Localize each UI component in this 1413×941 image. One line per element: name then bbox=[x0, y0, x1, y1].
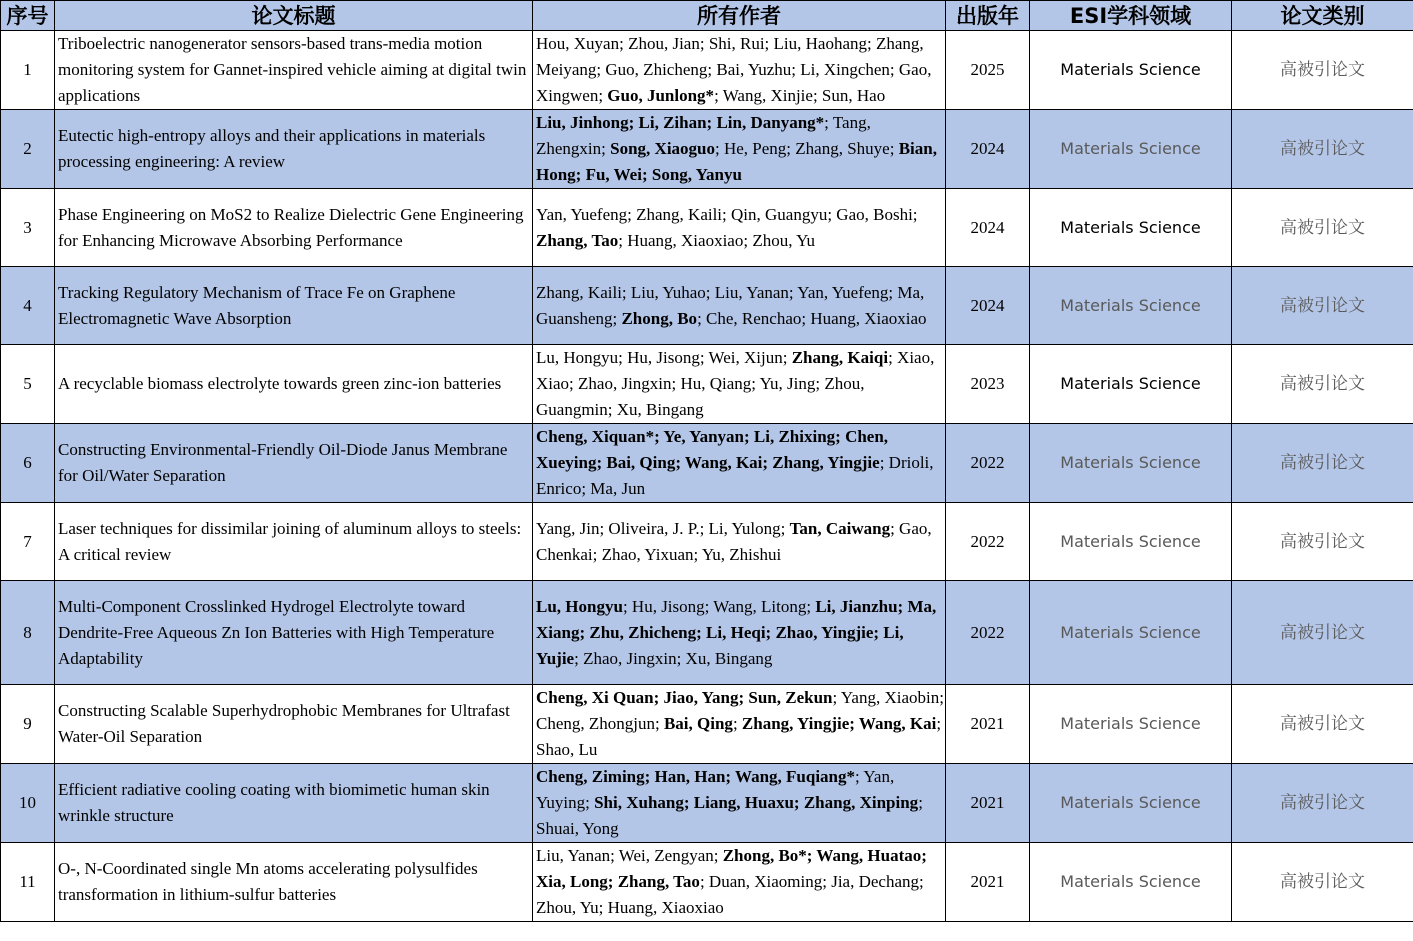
author-highlight: Guo, Junlong* bbox=[607, 86, 715, 105]
author-highlight: Zhang, Yingjie; Wang, Kai bbox=[741, 714, 937, 733]
cell-esi-field: Materials Science bbox=[1030, 267, 1232, 345]
cell-paper-type: 高被引论文 bbox=[1232, 267, 1413, 345]
author-text: ; Hu, Jisong; Wang, Litong; bbox=[622, 596, 816, 616]
cell-paper-type: 高被引论文 bbox=[1232, 685, 1413, 764]
cell-title: Tracking Regulatory Mechanism of Trace Fe on Graphene Electromagnetic Wave Absorption bbox=[55, 267, 533, 345]
table-row bbox=[1, 581, 1413, 685]
author-highlight: Shi, Xuhang; Liang, Huaxu; Zhang, Xinping bbox=[594, 793, 919, 812]
cell-no: 9 bbox=[1, 685, 55, 764]
author-text: ; He, Peng; Zhang, Shuye; bbox=[715, 139, 899, 158]
table-row bbox=[1, 345, 1413, 424]
cell-no: 2 bbox=[1, 110, 55, 189]
author-text: ; Wang, Xinjie; Sun, Hao bbox=[714, 86, 886, 105]
cell-paper-type: 高被引论文 bbox=[1232, 345, 1413, 424]
author-text: ; Shao, Lu bbox=[536, 714, 942, 759]
table-body bbox=[1, 31, 1413, 922]
author-highlight: Liu, Jinhong; Li, Zihan; Lin, Danyang* bbox=[536, 113, 825, 132]
cell-esi-field: Materials Science bbox=[1030, 424, 1232, 503]
cell-paper-type: 高被引论文 bbox=[1232, 764, 1413, 843]
cell-no: 1 bbox=[1, 31, 55, 110]
cell-year: 2021 bbox=[946, 764, 1030, 843]
author-highlight: Cheng, Xiquan*; Ye, Yanyan; Li, Zhixing; Chen, Xueying; Bai, Qing; Wang, Kai; Zhang, Yingjie bbox=[536, 427, 889, 472]
cell-title: Laser techniques for dissimilar joining of aluminum alloys to steels: A critical review bbox=[55, 503, 533, 581]
header-esi-field: ESI学科领域 bbox=[1030, 1, 1232, 31]
author-highlight: Li, Jianzhu; Ma, Xiang; Zhu, Zhicheng; Li, Heqi; Zhao, Yingjie; Li, Yujie bbox=[536, 596, 937, 668]
cell-paper-type: 高被引论文 bbox=[1232, 581, 1413, 685]
cell-authors bbox=[533, 189, 946, 267]
cell-title: Efficient radiative cooling coating with biomimetic human skin wrinkle structure bbox=[55, 764, 533, 843]
table-row bbox=[1, 267, 1413, 345]
cell-no: 11 bbox=[1, 843, 55, 922]
author-highlight: Zhong, Bo bbox=[621, 308, 698, 328]
cell-no: 3 bbox=[1, 189, 55, 267]
cell-authors bbox=[533, 685, 946, 764]
table-row bbox=[1, 189, 1413, 267]
author-text: ; Zhao, Jingxin; Xu, Bingang bbox=[574, 648, 773, 668]
cell-title: O-, N-Coordinated single Mn atoms accelerating polysulfides transformation in lithium-sulfur batteries bbox=[55, 843, 533, 922]
table-row bbox=[1, 503, 1413, 581]
author-text: ; bbox=[732, 714, 742, 733]
cell-year: 2024 bbox=[946, 110, 1030, 189]
author-highlight: Lu, Hongyu bbox=[536, 596, 623, 616]
cell-no: 4 bbox=[1, 267, 55, 345]
cell-year: 2022 bbox=[946, 503, 1030, 581]
author-text: ; Yang, Xiaobin; Cheng, Zhongjun; bbox=[536, 688, 944, 733]
cell-title: Eutectic high-entropy alloys and their applications in materials processing engineering: A review bbox=[55, 110, 533, 189]
header-title: 论文标题 bbox=[55, 1, 533, 31]
author-highlight: Bian, Hong; Fu, Wei; Song, Yanyu bbox=[536, 139, 937, 184]
cell-title: Triboelectric nanogenerator sensors-based trans-media motion monitoring system for Gannet-inspired vehicle aiming at digital twin applications bbox=[55, 31, 533, 110]
cell-paper-type: 高被引论文 bbox=[1232, 189, 1413, 267]
header-row bbox=[1, 1, 1413, 31]
author-highlight: Tan, Caiwang bbox=[789, 518, 891, 538]
author-highlight: Zhang, Tao bbox=[536, 230, 619, 250]
cell-esi-field: Materials Science bbox=[1030, 581, 1232, 685]
author-text: ; Drioli, Enrico; Ma, Jun bbox=[536, 453, 934, 498]
cell-esi-field: Materials Science bbox=[1030, 31, 1232, 110]
cell-title: Multi-Component Crosslinked Hydrogel Electrolyte toward Dendrite-Free Aqueous Zn Ion Batteries with High Temperature Adaptability bbox=[55, 581, 533, 685]
author-text: ; Tang, Zhengxin; bbox=[536, 113, 871, 158]
table-row bbox=[1, 31, 1413, 110]
author-text: Liu, Yanan; Wei, Zengyan; bbox=[536, 846, 723, 865]
table-row bbox=[1, 843, 1413, 922]
author-text: ; Shuai, Yong bbox=[536, 793, 923, 838]
cell-no: 7 bbox=[1, 503, 55, 581]
cell-authors bbox=[533, 110, 946, 189]
cell-paper-type: 高被引论文 bbox=[1232, 31, 1413, 110]
author-text: ; Che, Renchao; Huang, Xiaoxiao bbox=[697, 308, 927, 328]
cell-authors bbox=[533, 424, 946, 503]
cell-title: A recyclable biomass electrolyte towards green zinc-ion batteries bbox=[55, 345, 533, 424]
cell-esi-field: Materials Science bbox=[1030, 843, 1232, 922]
cell-no: 10 bbox=[1, 764, 55, 843]
cell-esi-field: Materials Science bbox=[1030, 764, 1232, 843]
cell-no: 8 bbox=[1, 581, 55, 685]
cell-title: Constructing Environmental-Friendly Oil-Diode Janus Membrane for Oil/Water Separation bbox=[55, 424, 533, 503]
cell-paper-type: 高被引论文 bbox=[1232, 110, 1413, 189]
cell-title: Phase Engineering on MoS2 to Realize Dielectric Gene Engineering for Enhancing Microwave Absorbing Performance bbox=[55, 189, 533, 267]
author-text: ; Gao, Chenkai; Zhao, Yixuan; Yu, Zhishui bbox=[536, 518, 932, 564]
header-year: 出版年 bbox=[946, 1, 1030, 31]
table-row bbox=[1, 764, 1413, 843]
cell-authors bbox=[533, 267, 946, 345]
cell-year: 2024 bbox=[946, 189, 1030, 267]
cell-authors bbox=[533, 843, 946, 922]
cell-year: 2021 bbox=[946, 843, 1030, 922]
cell-year: 2025 bbox=[946, 31, 1030, 110]
cell-no: 6 bbox=[1, 424, 55, 503]
table-row bbox=[1, 424, 1413, 503]
author-text: ; Yan, Yuying; bbox=[536, 767, 895, 812]
cell-authors bbox=[533, 31, 946, 110]
cell-year: 2021 bbox=[946, 685, 1030, 764]
author-text: ; Xiao, Xiao; Zhao, Jingxin; Hu, Qiang; Yu, Jing; Zhou, Guangmin; Xu, Bingang bbox=[536, 348, 935, 419]
author-highlight: Song, Xiaoguo bbox=[610, 139, 716, 158]
cell-year: 2022 bbox=[946, 581, 1030, 685]
author-highlight: Cheng, Ziming; Han, Han; Wang, Fuqiang* bbox=[536, 767, 855, 786]
author-highlight: Zhang, Kaiqi bbox=[791, 348, 889, 367]
cell-year: 2023 bbox=[946, 345, 1030, 424]
cell-paper-type: 高被引论文 bbox=[1232, 503, 1413, 581]
author-highlight: Bai, Qing bbox=[663, 714, 733, 733]
cell-year: 2024 bbox=[946, 267, 1030, 345]
cell-no: 5 bbox=[1, 345, 55, 424]
author-text: Zhang, Kaili; Liu, Yuhao; Liu, Yanan; Yan, Yuefeng; Ma, Guansheng; bbox=[536, 282, 925, 328]
table-row bbox=[1, 685, 1413, 764]
cell-year: 2022 bbox=[946, 424, 1030, 503]
header-paper-type: 论文类别 bbox=[1232, 1, 1413, 31]
author-text: Hou, Xuyan; Zhou, Jian; Shi, Rui; Liu, Haohang; Zhang, Meiyang; Guo, Zhicheng; Bai, Yuzhu; Li, Xingchen; Gao, Xingwen; bbox=[536, 34, 932, 105]
cell-esi-field: Materials Science bbox=[1030, 503, 1232, 581]
cell-esi-field: Materials Science bbox=[1030, 110, 1232, 189]
cell-paper-type: 高被引论文 bbox=[1232, 424, 1413, 503]
author-text: Lu, Hongyu; Hu, Jisong; Wei, Xijun; bbox=[536, 348, 792, 367]
cell-authors bbox=[533, 503, 946, 581]
author-text: Yang, Jin; Oliveira, J. P.; Li, Yulong; bbox=[536, 518, 790, 538]
author-text: ; Huang, Xiaoxiao; Zhou, Yu bbox=[618, 230, 815, 250]
cell-authors bbox=[533, 764, 946, 843]
table-row bbox=[1, 110, 1413, 189]
cell-paper-type: 高被引论文 bbox=[1232, 843, 1413, 922]
author-highlight: Cheng, Xi Quan; Jiao, Yang; Sun, Zekun bbox=[536, 688, 833, 707]
cell-authors bbox=[533, 345, 946, 424]
cell-esi-field: Materials Science bbox=[1030, 685, 1232, 764]
cell-authors bbox=[533, 581, 946, 685]
cell-esi-field: Materials Science bbox=[1030, 189, 1232, 267]
author-text: Yan, Yuefeng; Zhang, Kaili; Qin, Guangyu; Gao, Boshi; bbox=[536, 204, 918, 224]
header-authors: 所有作者 bbox=[533, 1, 946, 31]
header-no: 序号 bbox=[1, 1, 55, 31]
cell-title: Constructing Scalable Superhydrophobic Membranes for Ultrafast Water-Oil Separation bbox=[55, 685, 533, 764]
cell-esi-field: Materials Science bbox=[1030, 345, 1232, 424]
author-text: ; Duan, Xiaoming; Jia, Dechang; Zhou, Yu; Huang, Xiaoxiao bbox=[536, 872, 924, 917]
author-highlight: Zhong, Bo*; Wang, Huatao; Xia, Long; Zhang, Tao bbox=[536, 846, 927, 891]
